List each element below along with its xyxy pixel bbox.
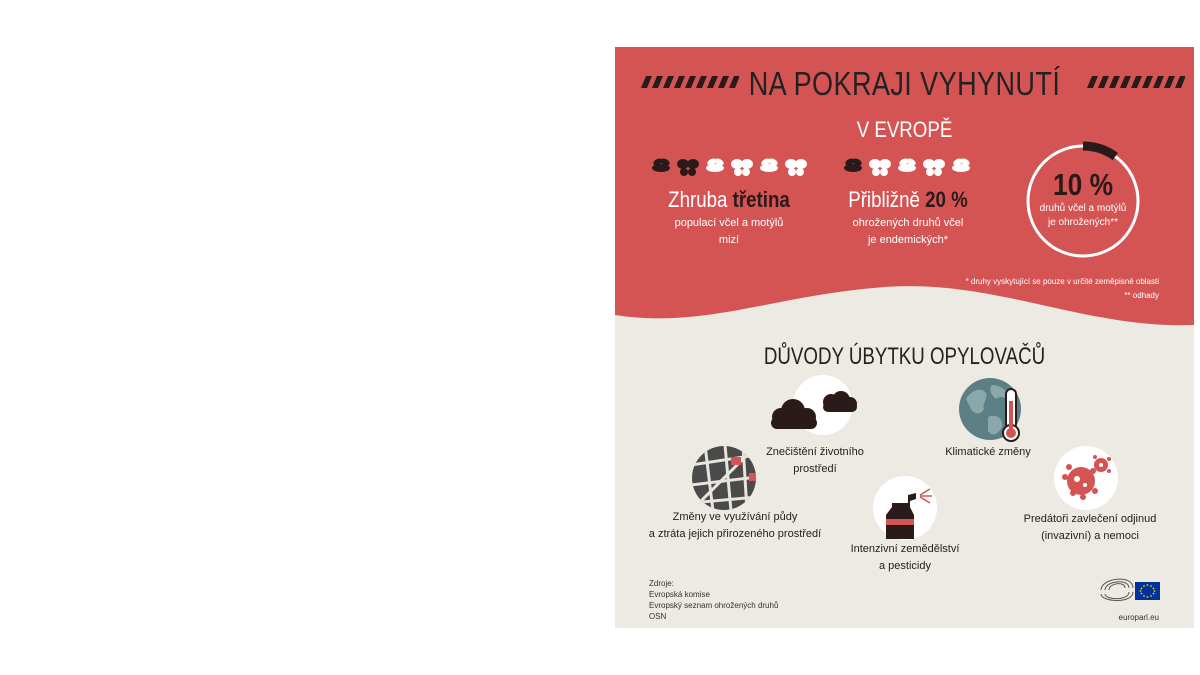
causes-title: DŮVODY ÚBYTKU OPYLOVAČŮ	[763, 343, 1046, 370]
cause-predators-line1: Predátoři zavlečení odjinud	[1023, 513, 1157, 525]
bee-icon	[652, 157, 671, 172]
circle-value: 10 %	[1052, 167, 1114, 202]
stat1-line2: mizí	[718, 234, 740, 246]
bee-icon	[844, 157, 863, 172]
bee-icon	[952, 157, 971, 172]
cloud-icon	[767, 375, 862, 437]
stat1-highlight: třetina	[732, 187, 790, 212]
cause-agriculture-line2: a pesticidy	[879, 560, 931, 572]
sources	[649, 578, 849, 622]
european-parliament-logo	[1099, 572, 1161, 606]
circle-description	[1023, 202, 1143, 230]
butterfly-icon	[785, 159, 807, 176]
cause-pollution-line2: prostředí	[793, 463, 837, 475]
butterfly-icon	[677, 159, 699, 176]
stat2-insect-icons	[841, 155, 975, 179]
cause-pollution-label	[745, 444, 885, 478]
circle-line2: je ohrožených**	[1047, 217, 1119, 228]
circle-progress-arc	[1083, 146, 1115, 157]
stat1-headline	[653, 187, 806, 213]
circle-line1: druhů včel a motýlů	[1039, 203, 1127, 214]
main-title: NA POKRAJI VYHYNUTÍ	[748, 65, 1061, 102]
stat2-description	[818, 215, 998, 249]
sources-heading: Zdroje:	[649, 579, 674, 588]
stat1-insect-icons	[649, 155, 809, 179]
cause-predators-label	[1010, 511, 1170, 545]
bacteria-icon	[1053, 445, 1119, 511]
cause-agriculture-label	[835, 541, 975, 575]
stat2-line1: ohrožených druhů včel	[852, 217, 964, 229]
stat1-description	[639, 215, 819, 249]
cause-climate-label	[923, 444, 1053, 461]
stat1-prefix: Zhruba	[668, 187, 733, 212]
stat2-line2: je endemických*	[867, 234, 949, 246]
infographic	[615, 47, 1194, 628]
cause-predators-line2: (invazivní) a nemoci	[1041, 530, 1139, 542]
cause-land-use-label	[635, 509, 835, 543]
stat1-line1: populací včel a motýlů	[674, 217, 784, 229]
butterfly-icon	[731, 159, 753, 176]
footer-url: europarl.eu	[1118, 613, 1159, 622]
footnote-estimates: ** odhady	[1124, 291, 1159, 300]
cause-land-use-line1: Změny ve využívání půdy	[672, 511, 798, 523]
spray-bottle-icon	[872, 475, 938, 541]
stat2-headline	[832, 187, 985, 213]
subtitle: V EVROPĚ	[856, 117, 953, 142]
bee-icon	[898, 157, 917, 172]
footnote-endemic: * druhy vyskytující se pouze v určité zeměpisné oblasti	[965, 277, 1159, 286]
stat2-highlight: 20 %	[925, 187, 968, 212]
butterfly-icon	[923, 159, 945, 176]
bee-icon	[760, 157, 779, 172]
butterfly-icon	[869, 159, 891, 176]
cause-climate-line1: Klimatické změny	[945, 446, 1031, 458]
cause-pollution-line1: Znečištění životního	[766, 446, 864, 458]
cause-land-use-line2: a ztráta jejich přirozeného prostředí	[648, 528, 822, 540]
map-icon	[691, 445, 757, 511]
bee-icon	[706, 157, 725, 172]
source-item: Evropský seznam ohrožených druhů	[649, 601, 779, 610]
cause-agriculture-line1: Intenzivní zemědělství	[850, 543, 960, 555]
stat2-prefix: Přibližně	[848, 187, 926, 212]
source-item: OSN	[649, 612, 667, 621]
source-item: Evropská komise	[649, 590, 710, 599]
globe-thermometer-icon	[958, 377, 1028, 447]
